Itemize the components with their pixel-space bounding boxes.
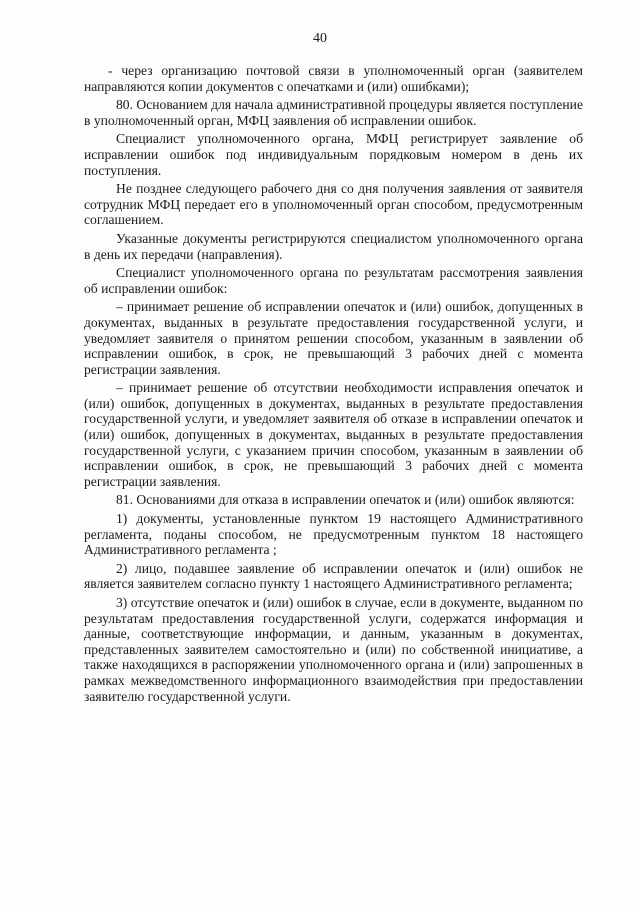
- paragraph-registration: Специалист уполномоченного органа, МФЦ регистрирует заявление об исправлении ошибок под индивидуальным порядковым номером в день их поступления.: [84, 131, 583, 178]
- paragraph-81: 81. Основаниями для отказа в исправлении опечаток и (или) ошибок являются:: [116, 492, 575, 508]
- paragraph-specialist-review: Специалист уполномоченного органа по результатам рассмотрения заявления об исправлении ошибок:: [84, 265, 583, 296]
- document-body: [84, 63, 583, 707]
- paragraph-decision-correction: – принимает решение об исправлении опечаток и (или) ошибок, допущенных в документах, выданных в результате предоставления государственной услуги, и уведомляет заявителя о принятом решении способом, указанным в заявлении об исправлении ошибок, в срок, не превышающий 3 рабочих дней с момента регистрации заявления.: [84, 299, 583, 377]
- paragraph-ground-1: 1) документы, установленные пунктом 19 настоящего Административного регламента, поданы способом, не предусмотренным пунктом 18 настоящего Административного регламента ;: [84, 511, 583, 558]
- paragraph-transfer: Не позднее следующего рабочего дня со дня получения заявления от заявителя сотрудник МФЦ передает его в уполномоченный орган способом, предусмотренным соглашением.: [84, 181, 583, 228]
- paragraph-decision-refusal: – принимает решение об отсутствии необходимости исправления опечаток и (или) ошибок, допущенных в документах, выданных в результате предоставления государственной услуги, и уведомляет заявителя об отказе в исправлении опечаток и (или) ошибок, допущенных в документах, выданных в результате предоставления государственной услуги, с указанием причин способом, указанным в заявлении об исправлении ошибок, в срок, не превышающий 3 рабочих дней с момента регистрации заявления.: [84, 380, 583, 489]
- page-number: 40: [313, 31, 327, 46]
- paragraph-postal-delivery: - через организацию почтовой связи в уполномоченный орган (заявителем направляются копии документов с опечатками и (или) ошибками);: [84, 63, 583, 94]
- paragraph-80: 80. Основанием для начала административной процедуры является поступление в уполномоченный орган, МФЦ заявления об исправлении ошибок.: [84, 97, 583, 128]
- paragraph-documents-registered: Указанные документы регистрируются специалистом уполномоченного органа в день их передачи (направления).: [84, 230, 583, 262]
- paragraph-ground-3: 3) отсутствие опечаток и (или) ошибок в случае, если в документе, выданном по результатам предоставления государственной услуги, содержатся информация и данные, соответствующие информации, и данным, указанным в документах, представленных заявителем самостоятельно и (или) по собственной инициативе, а также находящихся в распоряжении уполномоченного органа и (или) запрошенных в рамках межведомственного информационного взаимодействия при предоставлении заявителю государственной услуги.: [84, 595, 583, 704]
- paragraph-ground-2: 2) лицо, подавшее заявление об исправлении опечаток и (или) ошибок не является заявителем согласно пункту 1 настоящего Административного регламента;: [84, 560, 583, 592]
